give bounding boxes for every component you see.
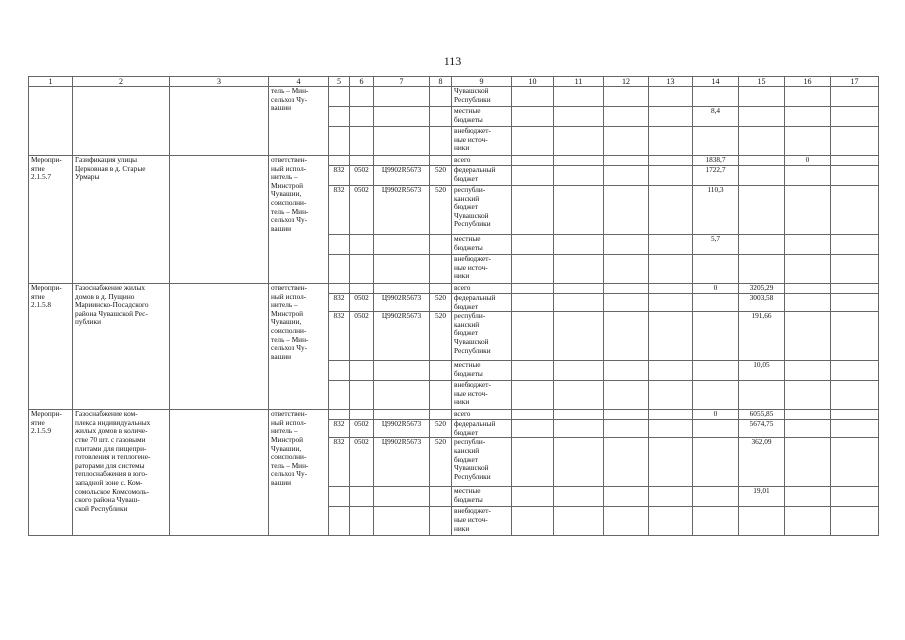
- code-expense-group: 520: [430, 294, 452, 312]
- empty-cell: [649, 156, 693, 166]
- value-col-17: [831, 127, 879, 156]
- funding-source: внебюджет- ные источ- ники: [452, 127, 512, 156]
- value-col-14: 110,3: [693, 186, 739, 235]
- value-col-14: [693, 507, 739, 536]
- funding-source: всего: [452, 410, 512, 420]
- empty-cell: [604, 127, 649, 156]
- empty-cell: [604, 438, 649, 487]
- empty-cell: [512, 420, 554, 438]
- empty-cell: [512, 127, 554, 156]
- value-col-15: [739, 255, 785, 284]
- measure-label: Меропри- ятие 2.1.5.7: [29, 156, 73, 284]
- value-col-17: [831, 87, 879, 107]
- code-section: [350, 361, 374, 381]
- empty-cell: [554, 410, 604, 420]
- value-col-17: [831, 156, 879, 166]
- code-target-article: [374, 235, 430, 255]
- code-target-article: [374, 410, 430, 420]
- funding-source: внебюджет- ные источ- ники: [452, 507, 512, 536]
- code-grbs: 832: [329, 166, 350, 186]
- empty-cell: [649, 186, 693, 235]
- code-cell: [430, 107, 452, 127]
- empty-cell: [604, 166, 649, 186]
- empty-cell: [604, 420, 649, 438]
- value-col-16: [785, 294, 831, 312]
- measure-name-cell: [73, 87, 170, 156]
- value-col-15: 191,66: [739, 312, 785, 361]
- code-target-article: [374, 361, 430, 381]
- code-section: [350, 507, 374, 536]
- measure-label-cell: [29, 87, 73, 156]
- code-cell: [329, 107, 350, 127]
- value-col-14: 5,7: [693, 235, 739, 255]
- code-target-article: Ц9902R5673: [374, 312, 430, 361]
- value-col-16: [785, 186, 831, 235]
- code-target-article: [374, 487, 430, 507]
- column-number: 12: [604, 77, 649, 87]
- value-col-15: 3003,58: [739, 294, 785, 312]
- value-col-16: [785, 381, 831, 410]
- code-target-article: [374, 156, 430, 166]
- empty-cell: [604, 186, 649, 235]
- value-col-14: 0: [693, 284, 739, 294]
- measure-name: Газоснабжение ком- плекса индивидуальных жилых домов в количе- стве 70 шт. с газовыми плитами для пищепри- готовления и теплогене- раторами для системы теплоснабжения в юго- западной зоне с. Ком- сомольское Комсомоль- ского района Чуваш- ской Республики: [73, 410, 170, 536]
- empty-cell: [649, 487, 693, 507]
- value-col-14: 1838,7: [693, 156, 739, 166]
- code-section: 0502: [350, 186, 374, 235]
- empty-cell: [554, 507, 604, 536]
- code-target-article: Ц9902R5673: [374, 438, 430, 487]
- column-number-row: [29, 77, 879, 87]
- code-expense-group: 520: [430, 186, 452, 235]
- value-col-15: [739, 87, 785, 107]
- value-col-16: [785, 312, 831, 361]
- funding-source: Чувашской Республики: [452, 87, 512, 107]
- empty-cell: [604, 294, 649, 312]
- value-col-15: 362,09: [739, 438, 785, 487]
- empty-cell: [554, 107, 604, 127]
- empty-cell: [649, 107, 693, 127]
- column-3-cell: [170, 87, 269, 156]
- funding-source: федеральный бюджет: [452, 166, 512, 186]
- code-expense-group: [430, 235, 452, 255]
- value-col-16: [785, 420, 831, 438]
- column-number: 5: [329, 77, 350, 87]
- value-col-17: [831, 410, 879, 420]
- empty-cell: [649, 312, 693, 361]
- empty-cell: [512, 361, 554, 381]
- code-section: [350, 255, 374, 284]
- value-col-16: [785, 487, 831, 507]
- value-col-14: 1722,7: [693, 166, 739, 186]
- value-col-14: [693, 312, 739, 361]
- value-col-16: [785, 284, 831, 294]
- code-expense-group: [430, 361, 452, 381]
- value-col-17: [831, 312, 879, 361]
- empty-cell: [604, 284, 649, 294]
- code-target-article: Ц9902R5673: [374, 186, 430, 235]
- empty-cell: [554, 438, 604, 487]
- empty-cell: [649, 284, 693, 294]
- value-col-16: [785, 87, 831, 107]
- value-col-14: [693, 420, 739, 438]
- value-col-15: [739, 156, 785, 166]
- value-col-15: 10,05: [739, 361, 785, 381]
- empty-cell: [554, 235, 604, 255]
- value-col-16: [785, 166, 831, 186]
- value-col-15: 3205,29: [739, 284, 785, 294]
- empty-cell: [554, 87, 604, 107]
- executor-cell: тель – Мин- сельхоз Чу- вашии: [269, 87, 329, 156]
- empty-cell: [554, 255, 604, 284]
- code-cell: [329, 127, 350, 156]
- value-col-17: [831, 487, 879, 507]
- code-cell: [350, 107, 374, 127]
- code-grbs: 832: [329, 186, 350, 235]
- code-section: 0502: [350, 312, 374, 361]
- empty-cell: [512, 438, 554, 487]
- code-expense-group: 520: [430, 438, 452, 487]
- code-section: [350, 284, 374, 294]
- value-col-14: [693, 438, 739, 487]
- code-grbs: [329, 507, 350, 536]
- column-number: 13: [649, 77, 693, 87]
- value-col-15: 5674,75: [739, 420, 785, 438]
- code-cell: [430, 127, 452, 156]
- empty-cell: [604, 107, 649, 127]
- funding-source: внебюджет- ные источ- ники: [452, 381, 512, 410]
- empty-cell: [649, 87, 693, 107]
- code-grbs: [329, 235, 350, 255]
- value-col-15: [739, 235, 785, 255]
- column-number: 1: [29, 77, 73, 87]
- code-grbs: 832: [329, 294, 350, 312]
- funding-source: местные бюджеты: [452, 235, 512, 255]
- code-grbs: [329, 156, 350, 166]
- empty-cell: [554, 361, 604, 381]
- empty-cell: [512, 87, 554, 107]
- funding-source: местные бюджеты: [452, 107, 512, 127]
- empty-cell: [604, 410, 649, 420]
- value-col-16: 0: [785, 156, 831, 166]
- code-section: 0502: [350, 420, 374, 438]
- empty-cell: [554, 156, 604, 166]
- value-col-17: [831, 284, 879, 294]
- empty-cell: [649, 507, 693, 536]
- code-section: [350, 235, 374, 255]
- empty-cell: [512, 312, 554, 361]
- code-grbs: [329, 487, 350, 507]
- empty-cell: [512, 166, 554, 186]
- empty-cell: [649, 127, 693, 156]
- code-section: 0502: [350, 166, 374, 186]
- code-target-article: Ц9902R5673: [374, 420, 430, 438]
- value-col-17: [831, 420, 879, 438]
- value-col-14: [693, 255, 739, 284]
- code-cell: [374, 107, 430, 127]
- empty-cell: [554, 312, 604, 361]
- funding-source: всего: [452, 284, 512, 294]
- funding-source: республи- канский бюджет Чувашской Республики: [452, 438, 512, 487]
- empty-cell: [604, 87, 649, 107]
- code-grbs: [329, 410, 350, 420]
- column-number: 4: [269, 77, 329, 87]
- table-row: [29, 410, 879, 420]
- empty-cell: [554, 186, 604, 235]
- value-col-14: [693, 87, 739, 107]
- column-number: 15: [739, 77, 785, 87]
- column-number: 8: [430, 77, 452, 87]
- funding-source: федеральный бюджет: [452, 420, 512, 438]
- column-number: 9: [452, 77, 512, 87]
- value-col-17: [831, 381, 879, 410]
- column-number: 6: [350, 77, 374, 87]
- empty-cell: [649, 294, 693, 312]
- funding-source: республи- канский бюджет Чувашской Республики: [452, 312, 512, 361]
- code-cell: [350, 87, 374, 107]
- empty-cell: [649, 361, 693, 381]
- value-col-17: [831, 361, 879, 381]
- empty-cell: [604, 381, 649, 410]
- value-col-17: [831, 438, 879, 487]
- funding-source: федеральный бюджет: [452, 294, 512, 312]
- code-target-article: [374, 381, 430, 410]
- measure-name: Газоснабжение жилых домов в д. Пущино Мариинско-Посадского района Чувашской Рес- публики: [73, 284, 170, 410]
- code-cell: [430, 87, 452, 107]
- value-col-14: [693, 127, 739, 156]
- code-target-article: Ц9902R5673: [374, 166, 430, 186]
- column-number: 16: [785, 77, 831, 87]
- column-number: 11: [554, 77, 604, 87]
- code-expense-group: [430, 156, 452, 166]
- code-grbs: 832: [329, 438, 350, 487]
- column-3-cell: [170, 156, 269, 284]
- code-target-article: [374, 507, 430, 536]
- executor: ответствен- ный испол- нитель – Минстрой Чувашии, соисполни- тель – Мин- сельхоз Чу- вашии: [269, 156, 329, 284]
- code-expense-group: [430, 284, 452, 294]
- value-col-15: 19,01: [739, 487, 785, 507]
- empty-cell: [604, 487, 649, 507]
- value-col-16: [785, 127, 831, 156]
- code-section: [350, 410, 374, 420]
- code-grbs: 832: [329, 312, 350, 361]
- code-grbs: [329, 361, 350, 381]
- column-number: 2: [73, 77, 170, 87]
- code-grbs: [329, 255, 350, 284]
- column-number: 14: [693, 77, 739, 87]
- value-col-14: 8,4: [693, 107, 739, 127]
- code-section: 0502: [350, 438, 374, 487]
- code-grbs: 832: [329, 420, 350, 438]
- empty-cell: [649, 381, 693, 410]
- empty-cell: [604, 361, 649, 381]
- value-col-14: [693, 381, 739, 410]
- empty-cell: [554, 166, 604, 186]
- code-cell: [374, 127, 430, 156]
- value-col-17: [831, 186, 879, 235]
- value-col-16: [785, 255, 831, 284]
- value-col-14: [693, 294, 739, 312]
- funding-source: республи- канский бюджет Чувашской Республики: [452, 186, 512, 235]
- empty-cell: [604, 255, 649, 284]
- value-col-15: [739, 186, 785, 235]
- value-col-16: [785, 410, 831, 420]
- empty-cell: [512, 186, 554, 235]
- funding-source: всего: [452, 156, 512, 166]
- empty-cell: [512, 284, 554, 294]
- code-expense-group: 520: [430, 166, 452, 186]
- empty-cell: [512, 235, 554, 255]
- value-col-16: [785, 361, 831, 381]
- measure-label: Меропри- ятие 2.1.5.8: [29, 284, 73, 410]
- empty-cell: [512, 107, 554, 127]
- code-section: [350, 381, 374, 410]
- value-col-15: 6055,85: [739, 410, 785, 420]
- code-cell: [374, 87, 430, 107]
- value-col-14: [693, 361, 739, 381]
- empty-cell: [649, 235, 693, 255]
- empty-cell: [512, 487, 554, 507]
- program-table: [28, 76, 879, 536]
- empty-cell: [649, 420, 693, 438]
- column-number: 17: [831, 77, 879, 87]
- empty-cell: [512, 381, 554, 410]
- executor: ответствен- ный испол- нитель – Минстрой Чувашии, соисполни- тель – Мин- сельхоз Чу- вашии: [269, 284, 329, 410]
- empty-cell: [649, 410, 693, 420]
- table-row: [29, 87, 879, 107]
- value-col-16: [785, 235, 831, 255]
- empty-cell: [554, 284, 604, 294]
- funding-source: внебюджет- ные источ- ники: [452, 255, 512, 284]
- code-expense-group: 520: [430, 420, 452, 438]
- empty-cell: [512, 156, 554, 166]
- value-col-14: [693, 487, 739, 507]
- code-target-article: Ц9902R5673: [374, 294, 430, 312]
- value-col-15: [739, 507, 785, 536]
- value-col-17: [831, 507, 879, 536]
- column-3-cell: [170, 410, 269, 536]
- empty-cell: [512, 294, 554, 312]
- code-expense-group: [430, 255, 452, 284]
- code-expense-group: [430, 410, 452, 420]
- code-expense-group: [430, 381, 452, 410]
- column-3-cell: [170, 284, 269, 410]
- empty-cell: [649, 255, 693, 284]
- empty-cell: [604, 507, 649, 536]
- executor: ответствен- ный испол- нитель – Минстрой Чувашии, соисполни- тель – Мин- сельхоз Чу- вашии: [269, 410, 329, 536]
- column-number: 10: [512, 77, 554, 87]
- empty-cell: [649, 438, 693, 487]
- value-col-14: 0: [693, 410, 739, 420]
- value-col-16: [785, 507, 831, 536]
- code-section: 0502: [350, 294, 374, 312]
- value-col-15: [739, 107, 785, 127]
- code-expense-group: [430, 507, 452, 536]
- empty-cell: [554, 487, 604, 507]
- empty-cell: [554, 381, 604, 410]
- value-col-15: [739, 127, 785, 156]
- empty-cell: [512, 255, 554, 284]
- column-number: 3: [170, 77, 269, 87]
- empty-cell: [604, 156, 649, 166]
- empty-cell: [604, 312, 649, 361]
- measure-label: Меропри- ятие 2.1.5.9: [29, 410, 73, 536]
- empty-cell: [554, 294, 604, 312]
- funding-source: местные бюджеты: [452, 487, 512, 507]
- code-expense-group: 520: [430, 312, 452, 361]
- value-col-15: [739, 166, 785, 186]
- value-col-17: [831, 166, 879, 186]
- value-col-17: [831, 255, 879, 284]
- value-col-17: [831, 294, 879, 312]
- value-col-16: [785, 438, 831, 487]
- measure-name: Газификация улицы Церковная в д. Старые Урмары: [73, 156, 170, 284]
- code-target-article: [374, 255, 430, 284]
- table-row: [29, 156, 879, 166]
- table-row: [29, 284, 879, 294]
- value-col-16: [785, 107, 831, 127]
- value-col-15: [739, 381, 785, 410]
- code-grbs: [329, 284, 350, 294]
- code-section: [350, 487, 374, 507]
- empty-cell: [512, 507, 554, 536]
- value-col-17: [831, 107, 879, 127]
- code-target-article: [374, 284, 430, 294]
- empty-cell: [512, 410, 554, 420]
- code-grbs: [329, 381, 350, 410]
- code-expense-group: [430, 487, 452, 507]
- funding-source: местные бюджеты: [452, 361, 512, 381]
- empty-cell: [604, 235, 649, 255]
- empty-cell: [554, 420, 604, 438]
- code-cell: [329, 87, 350, 107]
- value-col-17: [831, 235, 879, 255]
- empty-cell: [554, 127, 604, 156]
- code-cell: [350, 127, 374, 156]
- empty-cell: [649, 166, 693, 186]
- column-number: 7: [374, 77, 430, 87]
- page-number: 113: [443, 54, 462, 68]
- code-section: [350, 156, 374, 166]
